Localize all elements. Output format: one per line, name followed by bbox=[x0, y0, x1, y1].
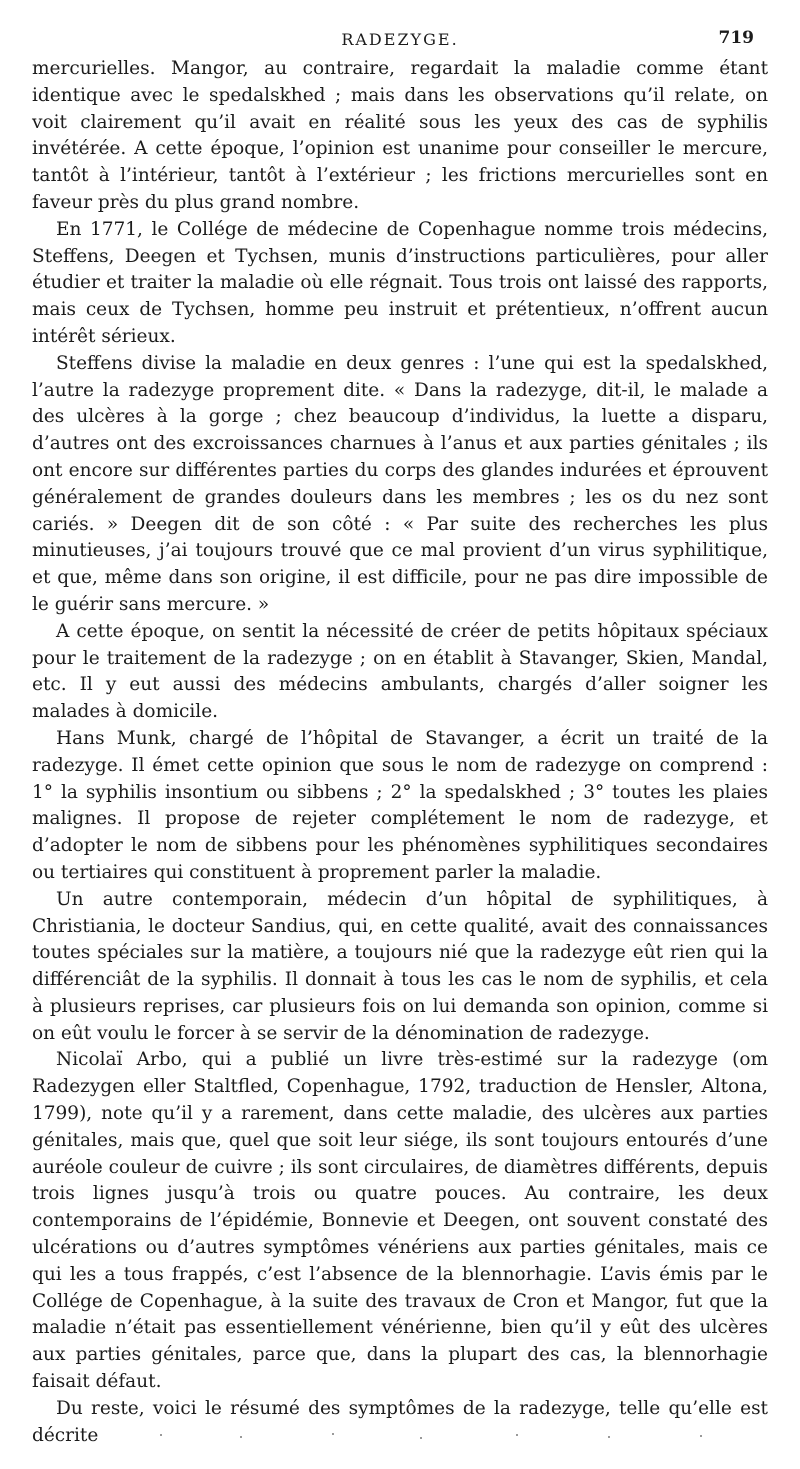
page-number: 719 bbox=[718, 28, 754, 48]
paragraph: Du reste, voici le résumé des symptômes de la radezyge, telle qu’elle est décrite bbox=[32, 1397, 768, 1446]
scan-artifact-dots bbox=[0, 1432, 800, 1442]
paragraph: A cette époque, on sentit la nécessité de créer de petits hôpitaux spéciaux pour le traitement de la radezyge ; on en établit à Stavanger, Skien, Mandal, etc. Il y eut aussi des médecins ambulants, chargés d’aller soigner les malades à domicile. bbox=[32, 620, 768, 723]
paragraph: Hans Munk, chargé de l’hôpital de Stavanger, a écrit un traité de la radezyge. Il émet cette opinion que sous le nom de radezyge on comprend : 1° la syphilis insontium ou sibbens ; 2° la spedalskhed ; 3° toutes les plaies malignes. Il propose de rejeter complétement le nom de radezyge, et d’adopter le nom de sibbens pour les phénomènes syphilitiques secondaires ou tertiaires qui constituent à proprement parler la maladie. bbox=[32, 727, 768, 883]
page-header bbox=[32, 26, 768, 56]
paragraph: Nicolaï Arbo, qui a publié un livre très-estimé sur la radezyge (om Radezygen eller Staltfled, Copenhague, 1792, traduction de Hensler, Altona, 1799), note qu’il y a rarement, dans cette maladie, des ulcères aux parties génitales, mais que, quel que soit leur siége, ils sont toujours entourés d’une auréole couleur de cuivre ; ils sont circulaires, de diamètres différents, depuis trois lignes jusqu’à trois ou quatre pouces. Au contraire, les deux contemporains de l’épidémie, Bonnevie et Deegen, ont souvent constaté des ulcérations ou d’autres symptômes vénériens aux parties génitales, mais ce qui les a tous frappés, c’est l’absence de la blennorhagie. L’avis émis par le Collége de Copenhague, à la suite des travaux de Cron et Mangor, fut que la maladie n’était pas essentiellement vénérienne, bien qu’il y eût des ulcères aux parties génitales, parce que, dans la plupart des cas, la blennorhagie faisait défaut. bbox=[32, 1049, 768, 1393]
paragraph: Un autre contemporain, médecin d’un hôpital de syphilitiques, à Christiania, le docteur Sandius, qui, en cette qualité, avait des connaissances toutes spéciales sur la matière, a toujours nié que la radezyge eût rien qui la différenciât de la syphilis. Il donnait à tous les cas le nom de syphilis, et cela à plusieurs reprises, car plusieurs fois on lui demanda son opinion, comme si on eût voulu le forcer à se servir de la dénomination de radezyge. bbox=[32, 888, 768, 1044]
running-title: RADEZYGE. bbox=[341, 30, 459, 49]
book-page bbox=[32, 26, 768, 1449]
paragraph: Steffens divise la maladie en deux genres : l’une qui est la spedalskhed, l’autre la radezyge proprement dite. « Dans la radezyge, dit-il, le malade a des ulcères à la gorge ; chez beaucoup d’individus, la luette a disparu, d’autres ont des excroissances charnues à l’anus et aux parties génitales ; ils ont encore sur différentes parties du corps des glandes indurées et éprouvent généralement de grandes douleurs dans les membres ; les os du nez sont cariés. » Deegen dit de son côté : « Par suite des recherches les plus minutieuses, j’ai toujours trouvé que ce mal provient d’un virus syphilitique, et que, même dans son origine, il est difficile, pour ne pas dire impossible de le guérir sans mercure. » bbox=[32, 352, 768, 615]
paragraph: mercurielles. Mangor, au contraire, regardait la maladie comme étant identique avec le spedalskhed ; mais dans les observations qu’il relate, on voit clairement qu’il avait en réalité sous les yeux des cas de syphilis invétérée. A cette époque, l’opinion est unanime pour conseiller le mercure, tantôt à l’intérieur, tantôt à l’extérieur ; les frictions mercurielles sont en faveur près du plus grand nombre. bbox=[32, 58, 768, 213]
body-text bbox=[32, 56, 768, 1449]
paragraph: En 1771, le Collége de médecine de Copenhague nomme trois médecins, Steffens, Deegen et Tychsen, munis d’instructions particulières, pour aller étudier et traiter la maladie où elle régnait. Tous trois ont laissé des rapports, mais ceux de Tychsen, homme peu instruit et prétentieux, n’offrent aucun intérêt sérieux. bbox=[32, 218, 768, 347]
